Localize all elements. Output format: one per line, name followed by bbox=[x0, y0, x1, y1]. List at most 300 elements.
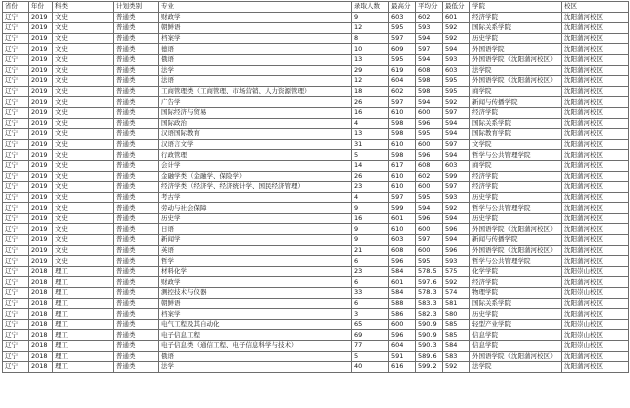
table-row bbox=[3, 224, 629, 235]
col-header-avg-score: 平均分 bbox=[416, 2, 443, 13]
cell-campus: 沈阳崇山校区 bbox=[562, 330, 629, 341]
cell-year: 2019 bbox=[29, 97, 53, 108]
cell-province: 辽宁 bbox=[3, 309, 29, 320]
cell-college: 哲学与公共管理学院 bbox=[470, 150, 562, 161]
table-row bbox=[3, 245, 629, 256]
cell-subject: 文史 bbox=[53, 139, 114, 150]
col-header-plan-type: 计划类别 bbox=[114, 2, 159, 13]
cell-college: 经济学院 bbox=[470, 182, 562, 193]
cell-major: 法语 bbox=[159, 76, 352, 87]
table-row bbox=[3, 12, 629, 23]
cell-max-score: 596 bbox=[389, 330, 416, 341]
cell-campus: 沈阳蒲河校区 bbox=[562, 256, 629, 267]
cell-min-score: 597 bbox=[443, 107, 470, 118]
cell-year: 2019 bbox=[29, 171, 53, 182]
cell-max-score: 610 bbox=[389, 224, 416, 235]
cell-year: 2018 bbox=[29, 298, 53, 309]
cell-plan-type: 普通类 bbox=[114, 129, 159, 140]
cell-year: 2019 bbox=[29, 86, 53, 97]
cell-major: 德语 bbox=[159, 44, 352, 55]
cell-avg-score: 590.9 bbox=[416, 330, 443, 341]
cell-admitted-count: 31 bbox=[352, 139, 389, 150]
cell-campus: 沈阳蒲河校区 bbox=[562, 362, 629, 373]
col-header-subject: 科类 bbox=[53, 2, 114, 13]
cell-min-score: 581 bbox=[443, 298, 470, 309]
cell-province: 辽宁 bbox=[3, 298, 29, 309]
cell-college: 轻型产业学院 bbox=[470, 319, 562, 330]
cell-year: 2019 bbox=[29, 192, 53, 203]
cell-plan-type: 普通类 bbox=[114, 54, 159, 65]
cell-subject: 文史 bbox=[53, 256, 114, 267]
cell-college: 历史学院 bbox=[470, 33, 562, 44]
cell-subject: 文史 bbox=[53, 86, 114, 97]
cell-year: 2019 bbox=[29, 213, 53, 224]
cell-campus: 沈阳崇山校区 bbox=[562, 266, 629, 277]
cell-plan-type: 普通类 bbox=[114, 33, 159, 44]
col-header-campus: 校区 bbox=[562, 2, 629, 13]
cell-plan-type: 普通类 bbox=[114, 118, 159, 129]
cell-min-score: 603 bbox=[443, 65, 470, 76]
cell-avg-score: 597 bbox=[416, 44, 443, 55]
cell-max-score: 598 bbox=[389, 150, 416, 161]
cell-college: 新闻与传播学院 bbox=[470, 97, 562, 108]
cell-province: 辽宁 bbox=[3, 319, 29, 330]
cell-year: 2018 bbox=[29, 319, 53, 330]
cell-min-score: 580 bbox=[443, 309, 470, 320]
table-row bbox=[3, 319, 629, 330]
table-row bbox=[3, 118, 629, 129]
cell-avg-score: 582.3 bbox=[416, 309, 443, 320]
cell-min-score: 583 bbox=[443, 351, 470, 362]
cell-year: 2018 bbox=[29, 362, 53, 373]
cell-min-score: 592 bbox=[443, 203, 470, 214]
cell-year: 2019 bbox=[29, 160, 53, 171]
cell-plan-type: 普通类 bbox=[114, 203, 159, 214]
table-row bbox=[3, 44, 629, 55]
cell-major: 考古学 bbox=[159, 192, 352, 203]
cell-year: 2019 bbox=[29, 256, 53, 267]
table-row bbox=[3, 65, 629, 76]
cell-avg-score: 600 bbox=[416, 245, 443, 256]
cell-min-score: 585 bbox=[443, 330, 470, 341]
table-row bbox=[3, 182, 629, 193]
cell-province: 辽宁 bbox=[3, 139, 29, 150]
table-row bbox=[3, 23, 629, 34]
cell-avg-score: 600 bbox=[416, 182, 443, 193]
cell-admitted-count: 21 bbox=[352, 245, 389, 256]
cell-max-score: 588 bbox=[389, 298, 416, 309]
cell-year: 2019 bbox=[29, 107, 53, 118]
cell-major: 汉语言文学 bbox=[159, 139, 352, 150]
table-header-row bbox=[3, 2, 629, 13]
cell-plan-type: 普通类 bbox=[114, 235, 159, 246]
cell-admitted-count: 77 bbox=[352, 341, 389, 352]
cell-plan-type: 普通类 bbox=[114, 245, 159, 256]
cell-campus: 沈阳蒲河校区 bbox=[562, 309, 629, 320]
cell-campus: 沈阳蒲河校区 bbox=[562, 76, 629, 87]
cell-max-score: 619 bbox=[389, 65, 416, 76]
cell-province: 辽宁 bbox=[3, 97, 29, 108]
cell-major: 汉语国际教育 bbox=[159, 129, 352, 140]
cell-max-score: 597 bbox=[389, 97, 416, 108]
cell-avg-score: 594 bbox=[416, 54, 443, 65]
cell-min-score: 593 bbox=[443, 54, 470, 65]
cell-major: 材料化学 bbox=[159, 266, 352, 277]
cell-subject: 理工 bbox=[53, 330, 114, 341]
cell-subject: 文史 bbox=[53, 182, 114, 193]
cell-province: 辽宁 bbox=[3, 150, 29, 161]
cell-major: 金融学类（金融学、保险学） bbox=[159, 171, 352, 182]
cell-campus: 沈阳蒲河校区 bbox=[562, 224, 629, 235]
cell-college: 物理学院 bbox=[470, 288, 562, 299]
cell-province: 辽宁 bbox=[3, 182, 29, 193]
cell-campus: 沈阳蒲河校区 bbox=[562, 54, 629, 65]
cell-plan-type: 普通类 bbox=[114, 12, 159, 23]
cell-province: 辽宁 bbox=[3, 351, 29, 362]
cell-province: 辽宁 bbox=[3, 107, 29, 118]
cell-major: 电气工程及其自动化 bbox=[159, 319, 352, 330]
cell-campus: 沈阳蒲河校区 bbox=[562, 86, 629, 97]
cell-admitted-count: 29 bbox=[352, 65, 389, 76]
cell-admitted-count: 9 bbox=[352, 12, 389, 23]
cell-plan-type: 普通类 bbox=[114, 277, 159, 288]
cell-college: 历史学院 bbox=[470, 192, 562, 203]
cell-plan-type: 普通类 bbox=[114, 288, 159, 299]
cell-college: 外国语学院（沈阳蒲河校区） bbox=[470, 245, 562, 256]
cell-min-score: 594 bbox=[443, 44, 470, 55]
cell-plan-type: 普通类 bbox=[114, 341, 159, 352]
cell-max-score: 595 bbox=[389, 54, 416, 65]
cell-college: 外国语学院（沈阳蒲河校区） bbox=[470, 76, 562, 87]
cell-subject: 理工 bbox=[53, 266, 114, 277]
cell-year: 2019 bbox=[29, 23, 53, 34]
cell-subject: 理工 bbox=[53, 288, 114, 299]
cell-max-score: 598 bbox=[389, 118, 416, 129]
cell-college: 历史学院 bbox=[470, 309, 562, 320]
cell-subject: 文史 bbox=[53, 97, 114, 108]
cell-plan-type: 普通类 bbox=[114, 182, 159, 193]
cell-admitted-count: 26 bbox=[352, 171, 389, 182]
cell-min-score: 594 bbox=[443, 118, 470, 129]
cell-plan-type: 普通类 bbox=[114, 330, 159, 341]
cell-year: 2019 bbox=[29, 203, 53, 214]
table-row bbox=[3, 86, 629, 97]
cell-year: 2019 bbox=[29, 150, 53, 161]
cell-year: 2019 bbox=[29, 224, 53, 235]
cell-province: 辽宁 bbox=[3, 160, 29, 171]
cell-year: 2019 bbox=[29, 65, 53, 76]
cell-college: 外国语学院（沈阳蒲河校区） bbox=[470, 351, 562, 362]
cell-subject: 理工 bbox=[53, 298, 114, 309]
cell-avg-score: 594 bbox=[416, 203, 443, 214]
cell-college: 经济学院 bbox=[470, 171, 562, 182]
table-row bbox=[3, 160, 629, 171]
table-row bbox=[3, 330, 629, 341]
table-row bbox=[3, 351, 629, 362]
cell-min-score: 599 bbox=[443, 171, 470, 182]
cell-campus: 沈阳蒲河校区 bbox=[562, 139, 629, 150]
cell-college: 新闻与传播学院 bbox=[470, 235, 562, 246]
table-row bbox=[3, 150, 629, 161]
cell-campus: 沈阳蒲河校区 bbox=[562, 277, 629, 288]
cell-max-score: 584 bbox=[389, 266, 416, 277]
cell-avg-score: 599.2 bbox=[416, 362, 443, 373]
col-header-min-score: 最低分 bbox=[443, 2, 470, 13]
cell-admitted-count: 23 bbox=[352, 266, 389, 277]
cell-province: 辽宁 bbox=[3, 54, 29, 65]
cell-max-score: 600 bbox=[389, 319, 416, 330]
cell-admitted-count: 4 bbox=[352, 118, 389, 129]
cell-major: 历史学 bbox=[159, 213, 352, 224]
cell-college: 化学学院 bbox=[470, 266, 562, 277]
cell-major: 国际经济与贸易 bbox=[159, 107, 352, 118]
cell-avg-score: 597 bbox=[416, 235, 443, 246]
cell-min-score: 595 bbox=[443, 86, 470, 97]
cell-major: 会计学 bbox=[159, 160, 352, 171]
cell-max-score: 609 bbox=[389, 44, 416, 55]
cell-year: 2018 bbox=[29, 309, 53, 320]
cell-major: 朝鲜语 bbox=[159, 23, 352, 34]
cell-max-score: 591 bbox=[389, 351, 416, 362]
cell-max-score: 610 bbox=[389, 182, 416, 193]
table-row bbox=[3, 192, 629, 203]
cell-min-score: 594 bbox=[443, 129, 470, 140]
cell-campus: 沈阳蒲河校区 bbox=[562, 107, 629, 118]
cell-min-score: 575 bbox=[443, 266, 470, 277]
cell-plan-type: 普通类 bbox=[114, 65, 159, 76]
cell-avg-score: 608 bbox=[416, 160, 443, 171]
cell-min-score: 601 bbox=[443, 12, 470, 23]
cell-major: 财政学 bbox=[159, 277, 352, 288]
cell-min-score: 597 bbox=[443, 139, 470, 150]
cell-year: 2018 bbox=[29, 277, 53, 288]
cell-campus: 沈阳崇山校区 bbox=[562, 288, 629, 299]
cell-min-score: 594 bbox=[443, 150, 470, 161]
cell-college: 商学院 bbox=[470, 160, 562, 171]
cell-min-score: 592 bbox=[443, 362, 470, 373]
cell-admitted-count: 8 bbox=[352, 33, 389, 44]
table-row bbox=[3, 129, 629, 140]
cell-plan-type: 普通类 bbox=[114, 309, 159, 320]
cell-avg-score: 600 bbox=[416, 139, 443, 150]
cell-college: 外国语学院 bbox=[470, 44, 562, 55]
cell-admitted-count: 12 bbox=[352, 23, 389, 34]
cell-admitted-count: 10 bbox=[352, 44, 389, 55]
cell-college: 外国语学院（沈阳蒲河校区） bbox=[470, 54, 562, 65]
cell-min-score: 596 bbox=[443, 224, 470, 235]
cell-major: 劳动与社会保障 bbox=[159, 203, 352, 214]
cell-college: 外国语学院（沈阳蒲河校区） bbox=[470, 224, 562, 235]
cell-campus: 沈阳蒲河校区 bbox=[562, 235, 629, 246]
cell-plan-type: 普通类 bbox=[114, 171, 159, 182]
cell-avg-score: 590.9 bbox=[416, 319, 443, 330]
cell-campus: 沈阳蒲河校区 bbox=[562, 44, 629, 55]
cell-major: 电子信息类（通信工程、电子信息科学与技术） bbox=[159, 341, 352, 352]
cell-max-score: 603 bbox=[389, 12, 416, 23]
cell-year: 2019 bbox=[29, 12, 53, 23]
cell-min-score: 597 bbox=[443, 182, 470, 193]
cell-admitted-count: 9 bbox=[352, 203, 389, 214]
cell-province: 辽宁 bbox=[3, 362, 29, 373]
cell-province: 辽宁 bbox=[3, 65, 29, 76]
cell-plan-type: 普通类 bbox=[114, 97, 159, 108]
cell-subject: 文史 bbox=[53, 203, 114, 214]
cell-year: 2019 bbox=[29, 118, 53, 129]
cell-college: 经济学院 bbox=[470, 12, 562, 23]
cell-major: 法学 bbox=[159, 65, 352, 76]
cell-province: 辽宁 bbox=[3, 266, 29, 277]
cell-province: 辽宁 bbox=[3, 288, 29, 299]
cell-min-score: 595 bbox=[443, 76, 470, 87]
cell-major: 电子信息工程 bbox=[159, 330, 352, 341]
cell-avg-score: 583.3 bbox=[416, 298, 443, 309]
cell-avg-score: 608 bbox=[416, 65, 443, 76]
cell-max-score: 599 bbox=[389, 203, 416, 214]
cell-year: 2019 bbox=[29, 235, 53, 246]
cell-avg-score: 600 bbox=[416, 107, 443, 118]
cell-subject: 文史 bbox=[53, 33, 114, 44]
cell-college: 信息学院 bbox=[470, 330, 562, 341]
cell-min-score: 594 bbox=[443, 213, 470, 224]
cell-province: 辽宁 bbox=[3, 118, 29, 129]
cell-min-score: 584 bbox=[443, 341, 470, 352]
cell-max-score: 597 bbox=[389, 192, 416, 203]
cell-admitted-count: 12 bbox=[352, 76, 389, 87]
cell-plan-type: 普通类 bbox=[114, 362, 159, 373]
cell-province: 辽宁 bbox=[3, 171, 29, 182]
cell-admitted-count: 9 bbox=[352, 224, 389, 235]
table-row bbox=[3, 97, 629, 108]
cell-campus: 沈阳蒲河校区 bbox=[562, 150, 629, 161]
cell-province: 辽宁 bbox=[3, 203, 29, 214]
cell-province: 辽宁 bbox=[3, 235, 29, 246]
cell-plan-type: 普通类 bbox=[114, 266, 159, 277]
cell-avg-score: 596 bbox=[416, 150, 443, 161]
cell-province: 辽宁 bbox=[3, 44, 29, 55]
cell-province: 辽宁 bbox=[3, 245, 29, 256]
cell-min-score: 592 bbox=[443, 97, 470, 108]
cell-major: 档案学 bbox=[159, 33, 352, 44]
cell-major: 行政管理 bbox=[159, 150, 352, 161]
cell-major: 工商管理类（工商管理、市场营销、人力资源管理） bbox=[159, 86, 352, 97]
cell-avg-score: 595 bbox=[416, 129, 443, 140]
cell-year: 2019 bbox=[29, 182, 53, 193]
cell-subject: 理工 bbox=[53, 351, 114, 362]
cell-admitted-count: 69 bbox=[352, 330, 389, 341]
cell-admitted-count: 14 bbox=[352, 160, 389, 171]
cell-plan-type: 普通类 bbox=[114, 213, 159, 224]
cell-admitted-count: 33 bbox=[352, 288, 389, 299]
cell-avg-score: 596 bbox=[416, 213, 443, 224]
cell-province: 辽宁 bbox=[3, 277, 29, 288]
cell-min-score: 592 bbox=[443, 33, 470, 44]
cell-college: 国际教育学院 bbox=[470, 129, 562, 140]
cell-subject: 文史 bbox=[53, 107, 114, 118]
cell-year: 2019 bbox=[29, 245, 53, 256]
col-header-college: 学院 bbox=[470, 2, 562, 13]
cell-avg-score: 589.6 bbox=[416, 351, 443, 362]
cell-avg-score: 598 bbox=[416, 86, 443, 97]
table-row bbox=[3, 139, 629, 150]
cell-college: 哲学与公共管理学院 bbox=[470, 256, 562, 267]
cell-subject: 理工 bbox=[53, 319, 114, 330]
cell-max-score: 601 bbox=[389, 277, 416, 288]
cell-province: 辽宁 bbox=[3, 330, 29, 341]
cell-year: 2019 bbox=[29, 139, 53, 150]
cell-plan-type: 普通类 bbox=[114, 224, 159, 235]
cell-year: 2018 bbox=[29, 266, 53, 277]
cell-max-score: 601 bbox=[389, 213, 416, 224]
table-row bbox=[3, 362, 629, 373]
cell-max-score: 596 bbox=[389, 256, 416, 267]
cell-province: 辽宁 bbox=[3, 23, 29, 34]
cell-major: 英语 bbox=[159, 245, 352, 256]
cell-major: 新闻学 bbox=[159, 235, 352, 246]
cell-college: 文学院 bbox=[470, 139, 562, 150]
cell-avg-score: 594 bbox=[416, 33, 443, 44]
cell-college: 哲学与公共管理学院 bbox=[470, 203, 562, 214]
cell-min-score: 593 bbox=[443, 192, 470, 203]
cell-admitted-count: 16 bbox=[352, 107, 389, 118]
cell-max-score: 610 bbox=[389, 107, 416, 118]
cell-major: 档案学 bbox=[159, 309, 352, 320]
cell-campus: 沈阳蒲河校区 bbox=[562, 213, 629, 224]
cell-subject: 文史 bbox=[53, 171, 114, 182]
cell-plan-type: 普通类 bbox=[114, 23, 159, 34]
cell-plan-type: 普通类 bbox=[114, 44, 159, 55]
cell-max-score: 616 bbox=[389, 362, 416, 373]
cell-plan-type: 普通类 bbox=[114, 160, 159, 171]
cell-major: 财政学 bbox=[159, 12, 352, 23]
cell-campus: 沈阳蒲河校区 bbox=[562, 192, 629, 203]
cell-subject: 文史 bbox=[53, 235, 114, 246]
cell-province: 辽宁 bbox=[3, 76, 29, 87]
cell-subject: 文史 bbox=[53, 76, 114, 87]
cell-admitted-count: 23 bbox=[352, 182, 389, 193]
cell-campus: 沈阳崇山校区 bbox=[562, 319, 629, 330]
cell-subject: 理工 bbox=[53, 309, 114, 320]
cell-college: 国际关系学院 bbox=[470, 298, 562, 309]
cell-campus: 沈阳蒲河校区 bbox=[562, 12, 629, 23]
cell-subject: 文史 bbox=[53, 150, 114, 161]
cell-major: 朝鲜语 bbox=[159, 298, 352, 309]
cell-subject: 文史 bbox=[53, 54, 114, 65]
cell-max-score: 584 bbox=[389, 288, 416, 299]
cell-min-score: 603 bbox=[443, 160, 470, 171]
cell-province: 辽宁 bbox=[3, 341, 29, 352]
cell-campus: 沈阳蒲河校区 bbox=[562, 65, 629, 76]
cell-avg-score: 597.6 bbox=[416, 277, 443, 288]
cell-subject: 文史 bbox=[53, 12, 114, 23]
cell-min-score: 593 bbox=[443, 256, 470, 267]
cell-avg-score: 593 bbox=[416, 23, 443, 34]
col-header-year: 年份 bbox=[29, 2, 53, 13]
cell-subject: 文史 bbox=[53, 213, 114, 224]
cell-major: 俄语 bbox=[159, 351, 352, 362]
cell-min-score: 592 bbox=[443, 23, 470, 34]
cell-year: 2018 bbox=[29, 288, 53, 299]
cell-admitted-count: 16 bbox=[352, 213, 389, 224]
cell-campus: 沈阳蒲河校区 bbox=[562, 351, 629, 362]
cell-year: 2019 bbox=[29, 33, 53, 44]
cell-college: 法学院 bbox=[470, 65, 562, 76]
cell-admitted-count: 13 bbox=[352, 54, 389, 65]
cell-subject: 文史 bbox=[53, 23, 114, 34]
table-row bbox=[3, 213, 629, 224]
cell-subject: 文史 bbox=[53, 192, 114, 203]
table-row bbox=[3, 341, 629, 352]
cell-min-score: 594 bbox=[443, 235, 470, 246]
